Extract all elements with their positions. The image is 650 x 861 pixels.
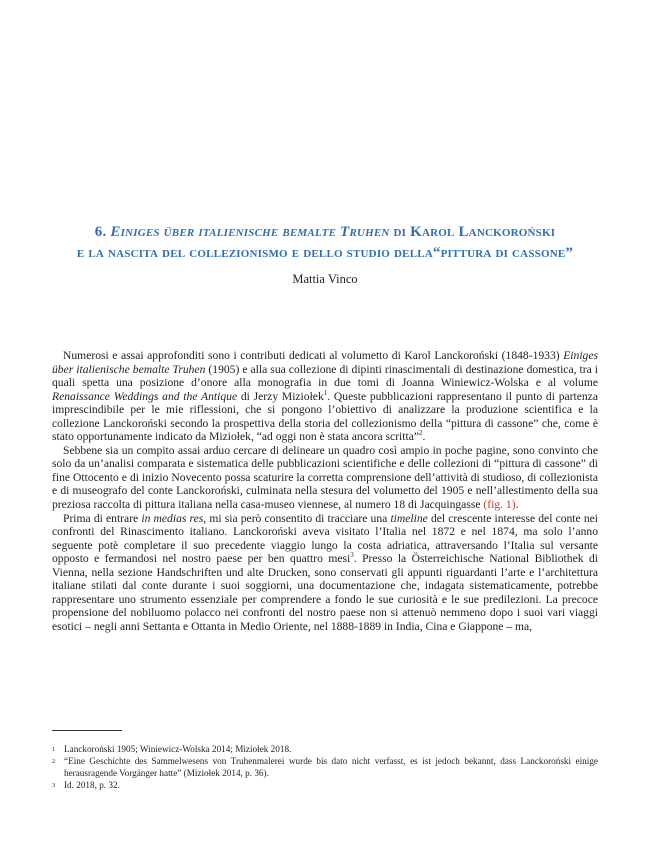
- chapter-title-suffix: di Karol Lanckoroński: [389, 224, 556, 240]
- footnote-divider: [52, 730, 122, 731]
- chapter-title: [40, 222, 610, 264]
- footnote-number: 2: [52, 758, 56, 766]
- footnote-ref-3[interactable]: 3: [350, 551, 354, 560]
- footnote-2: [52, 756, 598, 779]
- body-text: [52, 349, 598, 633]
- chapter-title-line1: [40, 222, 610, 243]
- figure-reference-link[interactable]: (fig. 1): [483, 498, 516, 512]
- chapter-number: 6.: [94, 224, 111, 240]
- footnote-text: “Eine Geschichte des Sammelwesens von Truhenmalerei wurde bis dato nicht verfasst, es ist jedoch bekannt, dass Lanckoroński einige herausragende Vorgänger hatte” (Miziołek 2014, p. 36).: [64, 756, 598, 778]
- paragraph-1: Numerosi e assai approfonditi sono i contributi dedicati al volumetto di Karol Lanckoroński (1848-1933) Einiges über italienische bemalte Truhen (1905) e alla sua collezione di dipinti rinascimentali di destinazione domestica, tra i quali spetta una posizione d’onore alla monografia in due tomi di Joanna Winiewicz-Wolska e al volume Renaissance Weddings and the Antique di Jerzy Miziołek$^1$. Queste pubblicazioni rappresentano il punto di partenza imprescindibile per le mie riflessioni, che si pongono l’obiettivo di analizzare la produzione scientifica e la collezione Lanckoroński secondo la prospettiva della storia del collezionismo della “pittura di cassone” che, come è stato opportunamente indicato da Miziołek, “ad oggi non è stata ancora scritta”$^2$.: [52, 349, 599, 444]
- footnote-text: Id. 2018, p. 32.: [64, 780, 120, 791]
- paragraph-3: Prima di entrare in medias res, mi sia però consentito di tracciare una timeline del crescente interesse del conte nei confronti del Rinascimento italiano. Lanckoroński aveva visitato l’Italia nel 1872 e nel 1874, ma solo l’anno seguente potè completare il suo precedente viaggio lungo la costa adriatica, attraversando l’Italia sul versante opposto e fermandosi nel nostro paese per ben quattro mesi$^3$. Presso la Österreichische National Bibliothek di Vienna, nella sezione Handschriften und alte Drucken, sono conservati gli appunti riguardanti l’arte e l’architettura italiane stilati dal conte durante i suoi soggiorni, una documentazione che, indagata sistematicamente, potrebbe rappresentare uno strumento essenziale per comprendere a fondo le sue curiosità e le sue predilezioni. La precoce propensione del nobiluomo polacco nei confronti del nostro paese non si attenuò nemmeno dopo i suoi vari viaggi esotici – negli anni Settanta e Ottanta in Medio Oriente, nel 1888-1889 in India, Cina e Giappone – ma,: [52, 511, 598, 633]
- paragraph-2: Sebbene sia un compito assai arduo cercare di delineare un quadro così ampio in poche pagine, sono convinto che solo da un’analisi comparata e sistematica delle pubblicazioni scientifiche e delle collezioni di “pittura di cassone” di fine Ottocento e di inizio Novecento possa scaturire la corretta comprensione dell’attività di studioso, di collezionista e di museografo del conte Lanckoroński, culminata nella stesura del volumetto del 1905 e nell’allestimento della sua preziosa raccolta di pittura italiana nella casa-museo viennese, al numero 18 di Jacquingasse (fig. 1).: [52, 443, 598, 512]
- footnote-ref-1[interactable]: 1: [323, 388, 328, 397]
- author-name: Mattia Vinco: [292, 272, 358, 286]
- footnote-3: [52, 780, 598, 791]
- footnote-text: Lanckoroński 1905; Winiewicz-Wolska 2014; Miziołek 2018.: [64, 744, 292, 754]
- footnote-number: 1: [52, 746, 56, 753]
- footnote-number: 3: [52, 782, 56, 790]
- chapter-title-line2: e la nascita del collezionismo e dello studio della“pittura di cassone”: [76, 245, 574, 261]
- footnotes: [52, 744, 598, 793]
- footnote-1: [52, 744, 598, 755]
- chapter-title-italic: Einiges über italienische bemalte Truhen: [110, 224, 390, 240]
- footnote-ref-2[interactable]: 2: [419, 429, 423, 438]
